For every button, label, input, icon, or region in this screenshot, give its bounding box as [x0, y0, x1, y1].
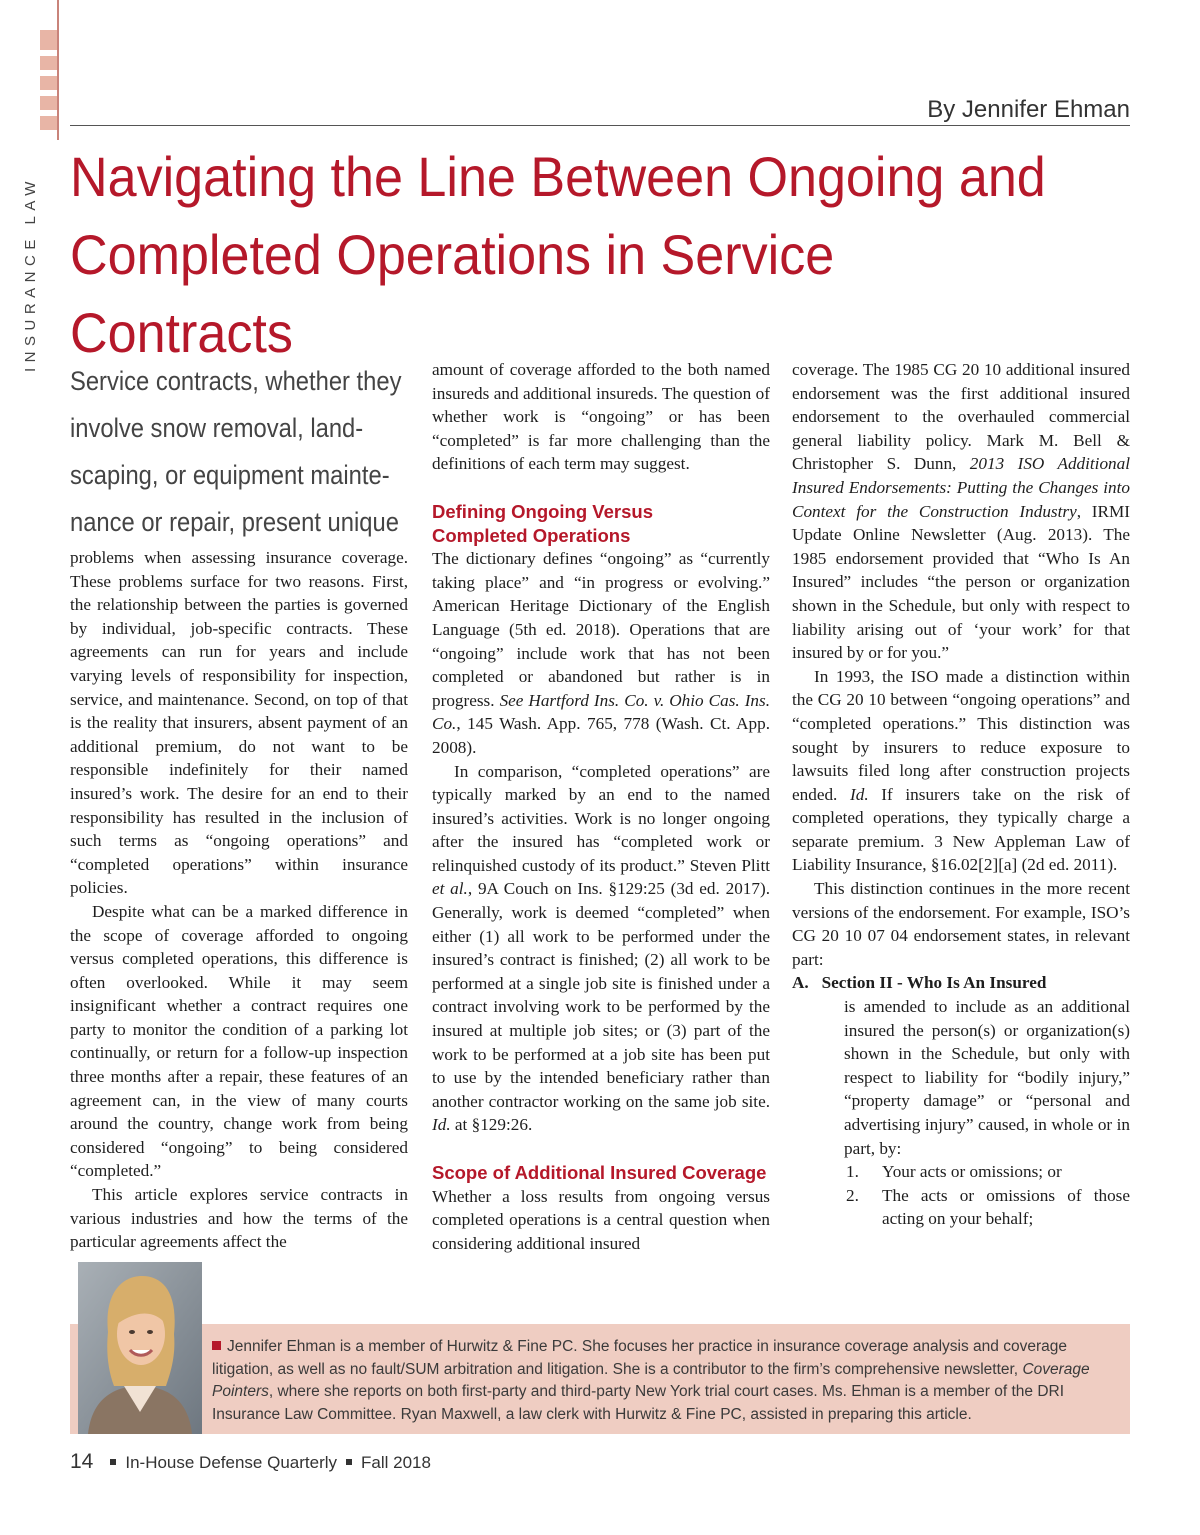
- list-body: is amended to include as an additional insured the person(s) or organization(s) shown in the Schedule, but only with respect to liability for “bodily injury,” “property damage” or “personal and advertising injury” caused, in whole or in part, by:: [844, 997, 1130, 1158]
- endorsement-list: [792, 971, 1130, 1231]
- citation-etal: et al.: [432, 879, 468, 899]
- paragraph: [792, 358, 1130, 665]
- paragraph: This article explores service contracts in various industries and how the terms of the particular agreements affect the: [70, 1185, 408, 1252]
- citation-id: Id.: [850, 784, 869, 804]
- text: The acts or omissions of those acting on your behalf;: [882, 1185, 1130, 1229]
- list-heading: Section II - Who Is An Insured: [821, 973, 1047, 993]
- text: Jennifer Ehman is a member of Hurwitz & Fine PC. She focuses her practice in insurance coverage analysis and coverage litigation, as well as no fault/SUM arbitration and litigation. She is a contributor to the firm’s comprehensive newsletter,: [212, 1338, 1067, 1378]
- page-number: 14: [70, 1450, 94, 1473]
- decorative-line: [57, 0, 59, 140]
- paragraph: [792, 665, 1130, 877]
- sub-list: [792, 1160, 1130, 1231]
- section-tag: INSURANCE LAW: [22, 176, 39, 372]
- text: Your acts or omissions; or: [882, 1162, 1062, 1182]
- newsletter-name: Coverage Pointers: [212, 1360, 1090, 1400]
- author-bio: [212, 1336, 1112, 1426]
- paragraph: amount of coverage afforded to the both named insureds and additional insureds. The question of whether work is “ongoing” or has been “completed” is far more challenging than the definitions of each term may suggest.: [432, 360, 770, 474]
- sub-list-item: [846, 1160, 1130, 1184]
- text: at §129:26.: [454, 1115, 533, 1135]
- section-heading-line: Defining Ongoing Versus: [432, 500, 653, 522]
- list-item: [792, 971, 1130, 995]
- title-line-1: Navigating the Line Between Ongoing and: [70, 145, 1046, 208]
- text: The dictionary defines “ongoing” as “currently taking place” and “in progress or evolving.” American Heritage Dictionary of the English Language (5th ed. 2018). Operations that are “ongoing” include work that has not been completed or abandoned but rather is in progress.: [432, 549, 770, 710]
- article-title: [70, 138, 1056, 372]
- section-heading-line: Completed Operations: [432, 524, 631, 546]
- text: In 1993, the ISO made a distinction within the CG 20 10 between “ongoing operations” and “completed operations.” This distinction was sought by insurers to reduce exposure to lawsuits filed long after construction projects ended.: [792, 666, 1130, 804]
- column-2: [432, 358, 770, 1255]
- text: If insurers take on the risk of completed operations, they typically charge a separate premium. 3 New Appleman Law of Liability Insurance, §16.02[2][a] (2d ed. 2011).: [792, 784, 1130, 875]
- issue: Fall 2018: [361, 1453, 431, 1472]
- column-3: [792, 358, 1130, 1231]
- list-number: 2.: [846, 1185, 859, 1205]
- section-heading: Scope of Additional Insured Coverage: [432, 1162, 767, 1183]
- text: , IRMI Update Online Newsletter (Aug. 2013). The 1985 endorsement provided that “Who Is An Insured” includes “the person or organization shown in the Schedule, but only with respect to liability arising out of ‘your work’ for that insured by or for you.”: [792, 501, 1130, 663]
- book-citation: 2013 ISO Additional Insured Endorsements: Putting the Changes into Context for the Construction Industry: [792, 454, 1131, 521]
- paragraph: [432, 547, 770, 759]
- text: In comparison, “completed operations” are typically marked by an end to the named insured’s activities. Work is no longer ongoing after the insured has “completed work or relinquished custody of its product.” Steven Plitt: [432, 761, 770, 875]
- paragraph: Despite what can be a marked difference in the scope of coverage afforded to ongoing versus completed operations, this difference is often overlooked. While it may seem insignificant whether a contract requires one party to monitor the condition of a parking lot continually, or return for a follow-up inspection three months after a repair, these features of an agreement can, in the view of many courts around the country, change work from being considered “ongoing” to being considered “completed.”: [70, 901, 408, 1181]
- sub-list-item: [846, 1184, 1130, 1231]
- lede: Service contracts, whether they involve snow removal, land-scaping, or equipment mainte-nance or repair, present unique: [70, 366, 402, 537]
- list-number: 1.: [846, 1162, 859, 1182]
- decorative-bar: [40, 0, 58, 140]
- citation-id: Id.: [432, 1115, 451, 1135]
- paragraph: problems when assessing insurance coverage. These problems surface for two reasons. First, the relationship between the parties is governed by individual, job-specific contracts. These agreements can run for years and include varying levels of responsibility for inspection, service, and maintenance. Second, on top of that is the reality that insurers, absent payment of an additional premium, do not want to be responsible indefinitely for their named insured’s work. The desire for an end to their responsibility has resulted in the inclusion of such terms as “ongoing operations” and “completed operations” within insurance policies.: [70, 548, 408, 898]
- text: , 9A Couch on Ins. §129:25 (3d ed. 2017). Generally, work is deemed “completed” when either (1) all work to be performed under the insured’s contract is finished; (2) all work to be performed at a single job site is finished under a contract involving work to be performed by the insured at multiple job sites; or (3) part of the work to be performed at a job site has been put to use by the intended beneficiary rather than another contractor working on the same job site.: [432, 879, 770, 1111]
- author-photo: [78, 1262, 202, 1434]
- footer-separator: [346, 1459, 352, 1465]
- author-bio-box: [70, 1324, 1130, 1434]
- paragraph: Whether a loss results from ongoing versus completed operations is a central question when considering additional insured: [432, 1186, 770, 1253]
- case-citation: See Hartford Ins. Co. v. Ohio Cas. Ins. Co.: [432, 690, 770, 734]
- footer-separator: [110, 1459, 116, 1465]
- header-rule: [70, 125, 1130, 126]
- paragraph: This distinction continues in the more recent versions of the endorsement. For example, ISO’s CG 20 10 07 04 endorsement states, in relevant part:: [792, 879, 1130, 969]
- publication-name: In-House Defense Quarterly: [125, 1453, 338, 1472]
- text: , 145 Wash. App. 765, 778 (Wash. Ct. App. 2008).: [432, 714, 770, 757]
- text: , where she reports on both first-party and third-party New York trial court cases. Ms. Ehman is a member of the DRI Insurance Law Committee. Ryan Maxwell, a law clerk with Hurwitz & Fine PC, assisted in preparing this article.: [212, 1383, 1065, 1423]
- page-footer: [70, 1450, 431, 1474]
- paragraph: [432, 760, 770, 1138]
- section-heading: [432, 500, 770, 547]
- byline: By Jennifer Ehman: [927, 96, 1130, 123]
- text: coverage. The 1985 CG 20 10 additional insured endorsement was the first additional insured endorsement to the overhauled commercial general liability policy. Mark M. Bell & Christopher S. Dunn,: [792, 360, 1130, 474]
- bullet-square-icon: [212, 1341, 221, 1350]
- list-letter: A.: [792, 973, 809, 993]
- column-1: [70, 358, 408, 1254]
- title-line-2: Completed Operations in Service Contracts: [70, 223, 835, 364]
